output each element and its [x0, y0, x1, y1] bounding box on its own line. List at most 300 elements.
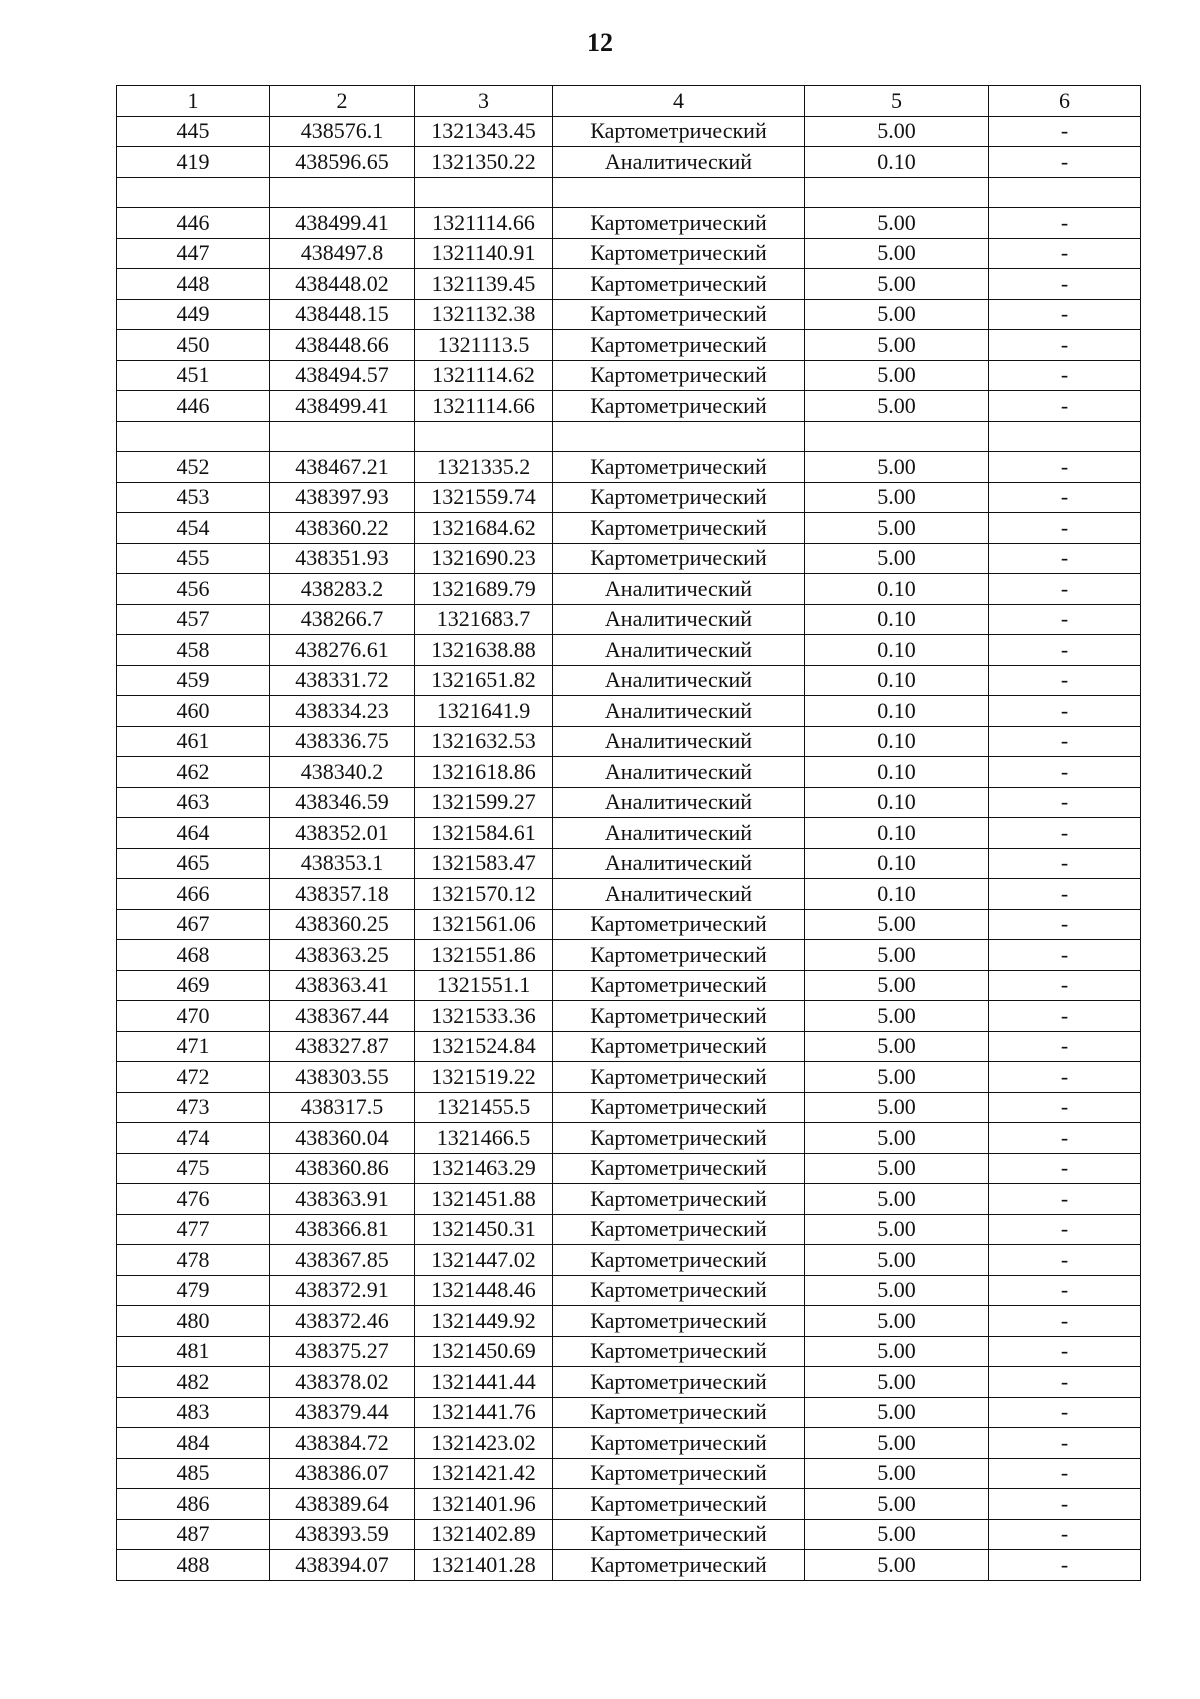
y-coordinate-cell: 1321343.45 [415, 116, 553, 147]
method-cell: Аналитический [553, 574, 805, 605]
accuracy-cell: 5.00 [805, 1092, 989, 1123]
accuracy-cell: 5.00 [805, 1397, 989, 1428]
accuracy-cell: 5.00 [805, 513, 989, 544]
x-coordinate-cell: 438360.25 [270, 909, 415, 940]
note-cell: - [989, 1458, 1141, 1489]
x-coordinate-cell: 438448.15 [270, 299, 415, 330]
y-coordinate-cell: 1321441.76 [415, 1397, 553, 1428]
accuracy-cell: 0.10 [805, 726, 989, 757]
y-coordinate-cell: 1321402.89 [415, 1519, 553, 1550]
method-cell: Аналитический [553, 726, 805, 757]
point-number-cell: 479 [117, 1275, 270, 1306]
accuracy-cell: 5.00 [805, 238, 989, 269]
accuracy-cell: 5.00 [805, 1153, 989, 1184]
accuracy-cell: 5.00 [805, 970, 989, 1001]
table-row [117, 574, 1141, 605]
method-cell: Картометрический [553, 1062, 805, 1093]
x-coordinate-cell: 438499.41 [270, 391, 415, 422]
method-cell: Аналитический [553, 757, 805, 788]
note-cell: - [989, 1245, 1141, 1276]
method-cell: Картометрический [553, 970, 805, 1001]
table-row [117, 513, 1141, 544]
point-number-cell: 449 [117, 299, 270, 330]
accuracy-cell: 0.10 [805, 665, 989, 696]
method-cell: Картометрический [553, 1306, 805, 1337]
y-coordinate-cell: 1321638.88 [415, 635, 553, 666]
method-cell: Картометрический [553, 1397, 805, 1428]
y-coordinate-cell: 1321584.61 [415, 818, 553, 849]
point-number-cell: 458 [117, 635, 270, 666]
x-coordinate-cell: 438378.02 [270, 1367, 415, 1398]
accuracy-cell: 5.00 [805, 1275, 989, 1306]
table-row [117, 635, 1141, 666]
y-coordinate-cell: 1321524.84 [415, 1031, 553, 1062]
accuracy-cell: 5.00 [805, 299, 989, 330]
y-coordinate-cell: 1321401.96 [415, 1489, 553, 1520]
accuracy-cell: 5.00 [805, 116, 989, 147]
table-row [117, 1367, 1141, 1398]
x-coordinate-cell: 438393.59 [270, 1519, 415, 1550]
point-number-cell: 485 [117, 1458, 270, 1489]
point-number-cell: 463 [117, 787, 270, 818]
accuracy-cell: 0.10 [805, 787, 989, 818]
table-row [117, 1428, 1141, 1459]
point-number-cell: 456 [117, 574, 270, 605]
note-cell: - [989, 1092, 1141, 1123]
accuracy-cell: 5.00 [805, 482, 989, 513]
note-cell: - [989, 1367, 1141, 1398]
table-row [117, 208, 1141, 239]
point-number-cell: 476 [117, 1184, 270, 1215]
point-number-cell: 461 [117, 726, 270, 757]
accuracy-cell: 0.10 [805, 604, 989, 635]
point-number-cell: 462 [117, 757, 270, 788]
point-number-cell: 459 [117, 665, 270, 696]
accuracy-cell: 0.10 [805, 147, 989, 178]
x-coordinate-cell: 438375.27 [270, 1336, 415, 1367]
table-row [117, 1245, 1141, 1276]
x-coordinate-cell: 438351.93 [270, 543, 415, 574]
y-coordinate-cell: 1321441.44 [415, 1367, 553, 1398]
accuracy-cell: 5.00 [805, 1001, 989, 1032]
note-cell: - [989, 909, 1141, 940]
note-cell: - [989, 360, 1141, 391]
note-cell: - [989, 1306, 1141, 1337]
accuracy-cell: 0.10 [805, 879, 989, 910]
method-cell: Картометрический [553, 1001, 805, 1032]
table-row [117, 726, 1141, 757]
note-cell: - [989, 726, 1141, 757]
note-cell: - [989, 879, 1141, 910]
table-row [117, 482, 1141, 513]
method-cell: Картометрический [553, 513, 805, 544]
x-coordinate-cell: 438379.44 [270, 1397, 415, 1428]
method-cell: Картометрический [553, 1153, 805, 1184]
x-coordinate-cell: 438363.91 [270, 1184, 415, 1215]
x-coordinate-cell: 438283.2 [270, 574, 415, 605]
note-cell: - [989, 604, 1141, 635]
y-coordinate-cell: 1321683.7 [415, 604, 553, 635]
x-coordinate-cell: 438363.41 [270, 970, 415, 1001]
x-coordinate-cell: 438266.7 [270, 604, 415, 635]
y-coordinate-cell: 1321632.53 [415, 726, 553, 757]
method-cell: Аналитический [553, 665, 805, 696]
coordinates-table [116, 85, 1141, 1581]
method-cell: Аналитический [553, 879, 805, 910]
note-cell: - [989, 574, 1141, 605]
point-number-cell: 484 [117, 1428, 270, 1459]
y-coordinate-cell: 1321451.88 [415, 1184, 553, 1215]
x-coordinate-cell: 438357.18 [270, 879, 415, 910]
note-cell: - [989, 1519, 1141, 1550]
table-header [117, 86, 1141, 117]
table-row [117, 1123, 1141, 1154]
note-cell: - [989, 1550, 1141, 1581]
y-coordinate-cell: 1321570.12 [415, 879, 553, 910]
point-number-cell: 482 [117, 1367, 270, 1398]
point-number-cell: 488 [117, 1550, 270, 1581]
note-cell: - [989, 940, 1141, 971]
y-coordinate-cell: 1321455.5 [415, 1092, 553, 1123]
method-cell: Картометрический [553, 330, 805, 361]
y-coordinate-cell: 1321551.1 [415, 970, 553, 1001]
point-number-cell: 474 [117, 1123, 270, 1154]
method-cell: Картометрический [553, 1184, 805, 1215]
point-number-cell: 469 [117, 970, 270, 1001]
table-row [117, 940, 1141, 971]
method-cell: Картометрический [553, 1214, 805, 1245]
method-cell: Картометрический [553, 208, 805, 239]
accuracy-cell [805, 177, 989, 208]
point-number-cell: 483 [117, 1397, 270, 1428]
table-row [117, 269, 1141, 300]
note-cell: - [989, 665, 1141, 696]
point-number-cell: 445 [117, 116, 270, 147]
y-coordinate-cell: 1321641.9 [415, 696, 553, 727]
point-number-cell: 475 [117, 1153, 270, 1184]
note-cell: - [989, 330, 1141, 361]
method-cell [553, 177, 805, 208]
x-coordinate-cell: 438384.72 [270, 1428, 415, 1459]
note-cell: - [989, 1489, 1141, 1520]
note-cell: - [989, 147, 1141, 178]
x-coordinate-cell: 438336.75 [270, 726, 415, 757]
method-cell: Картометрический [553, 1336, 805, 1367]
table-row [117, 238, 1141, 269]
method-cell: Картометрический [553, 391, 805, 422]
x-coordinate-cell: 438360.04 [270, 1123, 415, 1154]
accuracy-cell: 0.10 [805, 696, 989, 727]
point-number-cell: 467 [117, 909, 270, 940]
x-coordinate-cell: 438596.65 [270, 147, 415, 178]
table-row [117, 757, 1141, 788]
point-number-cell: 457 [117, 604, 270, 635]
accuracy-cell: 5.00 [805, 360, 989, 391]
method-cell: Картометрический [553, 1519, 805, 1550]
method-cell: Аналитический [553, 696, 805, 727]
x-coordinate-cell: 438448.02 [270, 269, 415, 300]
method-cell: Картометрический [553, 1489, 805, 1520]
x-coordinate-cell: 438276.61 [270, 635, 415, 666]
table-row [117, 452, 1141, 483]
note-cell: - [989, 1184, 1141, 1215]
point-number-cell: 486 [117, 1489, 270, 1520]
method-cell: Картометрический [553, 1458, 805, 1489]
note-cell: - [989, 757, 1141, 788]
method-cell [553, 421, 805, 452]
table-row [117, 543, 1141, 574]
point-number-cell: 477 [117, 1214, 270, 1245]
x-coordinate-cell: 438576.1 [270, 116, 415, 147]
y-coordinate-cell: 1321132.38 [415, 299, 553, 330]
method-cell: Картометрический [553, 543, 805, 574]
table-row [117, 1214, 1141, 1245]
note-cell: - [989, 452, 1141, 483]
method-cell: Картометрический [553, 1123, 805, 1154]
point-number-cell [117, 421, 270, 452]
point-number-cell: 419 [117, 147, 270, 178]
table-row [117, 1336, 1141, 1367]
y-coordinate-cell: 1321114.66 [415, 391, 553, 422]
table-row [117, 1062, 1141, 1093]
table-row [117, 391, 1141, 422]
x-coordinate-cell: 438494.57 [270, 360, 415, 391]
method-cell: Картометрический [553, 482, 805, 513]
table-row [117, 1519, 1141, 1550]
y-coordinate-cell: 1321551.86 [415, 940, 553, 971]
method-cell: Аналитический [553, 787, 805, 818]
point-number-cell: 451 [117, 360, 270, 391]
header-row [117, 86, 1141, 117]
note-cell: - [989, 391, 1141, 422]
note-cell: - [989, 818, 1141, 849]
column-header: 1 [117, 86, 270, 117]
y-coordinate-cell: 1321450.31 [415, 1214, 553, 1245]
note-cell: - [989, 970, 1141, 1001]
y-coordinate-cell: 1321335.2 [415, 452, 553, 483]
note-cell: - [989, 482, 1141, 513]
x-coordinate-cell: 438367.44 [270, 1001, 415, 1032]
accuracy-cell: 0.10 [805, 574, 989, 605]
note-cell: - [989, 1123, 1141, 1154]
table-row [117, 909, 1141, 940]
table-row [117, 787, 1141, 818]
accuracy-cell: 0.10 [805, 848, 989, 879]
table-row [117, 1397, 1141, 1428]
table-row [117, 147, 1141, 178]
accuracy-cell: 5.00 [805, 1550, 989, 1581]
point-number-cell: 446 [117, 391, 270, 422]
accuracy-cell: 0.10 [805, 635, 989, 666]
point-number-cell: 453 [117, 482, 270, 513]
y-coordinate-cell: 1321447.02 [415, 1245, 553, 1276]
note-cell: - [989, 635, 1141, 666]
x-coordinate-cell: 438327.87 [270, 1031, 415, 1062]
table-row [117, 970, 1141, 1001]
table-row [117, 604, 1141, 635]
note-cell: - [989, 848, 1141, 879]
note-cell: - [989, 299, 1141, 330]
point-number-cell: 466 [117, 879, 270, 910]
table-row [117, 665, 1141, 696]
column-header: 5 [805, 86, 989, 117]
y-coordinate-cell: 1321583.47 [415, 848, 553, 879]
y-coordinate-cell: 1321561.06 [415, 909, 553, 940]
y-coordinate-cell: 1321114.66 [415, 208, 553, 239]
note-cell: - [989, 269, 1141, 300]
accuracy-cell: 5.00 [805, 1062, 989, 1093]
table-row [117, 116, 1141, 147]
accuracy-cell: 5.00 [805, 391, 989, 422]
table-body [117, 116, 1141, 1580]
point-number-cell: 473 [117, 1092, 270, 1123]
y-coordinate-cell: 1321423.02 [415, 1428, 553, 1459]
table-row [117, 1306, 1141, 1337]
method-cell: Картометрический [553, 116, 805, 147]
x-coordinate-cell: 438360.22 [270, 513, 415, 544]
y-coordinate-cell: 1321401.28 [415, 1550, 553, 1581]
note-cell [989, 421, 1141, 452]
y-coordinate-cell: 1321690.23 [415, 543, 553, 574]
y-coordinate-cell: 1321140.91 [415, 238, 553, 269]
method-cell: Картометрический [553, 940, 805, 971]
y-coordinate-cell: 1321350.22 [415, 147, 553, 178]
point-number-cell: 487 [117, 1519, 270, 1550]
x-coordinate-cell: 438353.1 [270, 848, 415, 879]
y-coordinate-cell [415, 421, 553, 452]
accuracy-cell: 5.00 [805, 1306, 989, 1337]
y-coordinate-cell: 1321449.92 [415, 1306, 553, 1337]
note-cell [989, 177, 1141, 208]
point-number-cell: 450 [117, 330, 270, 361]
method-cell: Картометрический [553, 360, 805, 391]
y-coordinate-cell: 1321114.62 [415, 360, 553, 391]
method-cell: Картометрический [553, 1550, 805, 1581]
method-cell: Аналитический [553, 848, 805, 879]
table-row [117, 1184, 1141, 1215]
y-coordinate-cell: 1321651.82 [415, 665, 553, 696]
note-cell: - [989, 1397, 1141, 1428]
accuracy-cell: 5.00 [805, 1489, 989, 1520]
point-number-cell: 447 [117, 238, 270, 269]
accuracy-cell: 5.00 [805, 1458, 989, 1489]
x-coordinate-cell: 438331.72 [270, 665, 415, 696]
table-row [117, 421, 1141, 452]
y-coordinate-cell [415, 177, 553, 208]
method-cell: Картометрический [553, 1428, 805, 1459]
x-coordinate-cell: 438303.55 [270, 1062, 415, 1093]
y-coordinate-cell: 1321559.74 [415, 482, 553, 513]
x-coordinate-cell: 438372.46 [270, 1306, 415, 1337]
note-cell: - [989, 1001, 1141, 1032]
accuracy-cell: 5.00 [805, 1519, 989, 1550]
method-cell: Аналитический [553, 147, 805, 178]
y-coordinate-cell: 1321113.5 [415, 330, 553, 361]
x-coordinate-cell: 438352.01 [270, 818, 415, 849]
y-coordinate-cell: 1321421.42 [415, 1458, 553, 1489]
note-cell: - [989, 208, 1141, 239]
x-coordinate-cell: 438366.81 [270, 1214, 415, 1245]
table-row [117, 1153, 1141, 1184]
point-number-cell: 448 [117, 269, 270, 300]
table-row [117, 696, 1141, 727]
method-cell: Картометрический [553, 1367, 805, 1398]
y-coordinate-cell: 1321519.22 [415, 1062, 553, 1093]
method-cell: Аналитический [553, 635, 805, 666]
note-cell: - [989, 1031, 1141, 1062]
table-row [117, 848, 1141, 879]
method-cell: Картометрический [553, 1275, 805, 1306]
accuracy-cell: 5.00 [805, 1184, 989, 1215]
note-cell: - [989, 513, 1141, 544]
x-coordinate-cell: 438397.93 [270, 482, 415, 513]
y-coordinate-cell: 1321533.36 [415, 1001, 553, 1032]
accuracy-cell: 5.00 [805, 1428, 989, 1459]
table-row [117, 177, 1141, 208]
point-number-cell: 468 [117, 940, 270, 971]
x-coordinate-cell: 438372.91 [270, 1275, 415, 1306]
column-header: 3 [415, 86, 553, 117]
point-number-cell: 470 [117, 1001, 270, 1032]
x-coordinate-cell: 438386.07 [270, 1458, 415, 1489]
point-number-cell: 455 [117, 543, 270, 574]
table-row [117, 299, 1141, 330]
method-cell: Картометрический [553, 909, 805, 940]
accuracy-cell: 0.10 [805, 818, 989, 849]
point-number-cell: 481 [117, 1336, 270, 1367]
note-cell: - [989, 787, 1141, 818]
x-coordinate-cell: 438467.21 [270, 452, 415, 483]
accuracy-cell: 5.00 [805, 330, 989, 361]
accuracy-cell: 5.00 [805, 452, 989, 483]
accuracy-cell: 5.00 [805, 543, 989, 574]
y-coordinate-cell: 1321618.86 [415, 757, 553, 788]
point-number-cell: 472 [117, 1062, 270, 1093]
accuracy-cell [805, 421, 989, 452]
x-coordinate-cell: 438499.41 [270, 208, 415, 239]
accuracy-cell: 5.00 [805, 909, 989, 940]
x-coordinate-cell: 438394.07 [270, 1550, 415, 1581]
method-cell: Картометрический [553, 238, 805, 269]
table-row [117, 1031, 1141, 1062]
note-cell: - [989, 1062, 1141, 1093]
method-cell: Картометрический [553, 299, 805, 330]
method-cell: Картометрический [553, 1092, 805, 1123]
accuracy-cell: 5.00 [805, 940, 989, 971]
accuracy-cell: 5.00 [805, 1367, 989, 1398]
point-number-cell: 478 [117, 1245, 270, 1276]
point-number-cell: 464 [117, 818, 270, 849]
method-cell: Аналитический [553, 604, 805, 635]
method-cell: Картометрический [553, 269, 805, 300]
accuracy-cell: 5.00 [805, 1336, 989, 1367]
x-coordinate-cell: 438497.8 [270, 238, 415, 269]
x-coordinate-cell: 438389.64 [270, 1489, 415, 1520]
table-row [117, 818, 1141, 849]
point-number-cell: 454 [117, 513, 270, 544]
table-row [117, 330, 1141, 361]
point-number-cell: 460 [117, 696, 270, 727]
x-coordinate-cell: 438360.86 [270, 1153, 415, 1184]
x-coordinate-cell [270, 421, 415, 452]
note-cell: - [989, 238, 1141, 269]
y-coordinate-cell: 1321466.5 [415, 1123, 553, 1154]
note-cell: - [989, 1428, 1141, 1459]
accuracy-cell: 5.00 [805, 208, 989, 239]
table-row [117, 879, 1141, 910]
x-coordinate-cell: 438340.2 [270, 757, 415, 788]
accuracy-cell: 5.00 [805, 1245, 989, 1276]
